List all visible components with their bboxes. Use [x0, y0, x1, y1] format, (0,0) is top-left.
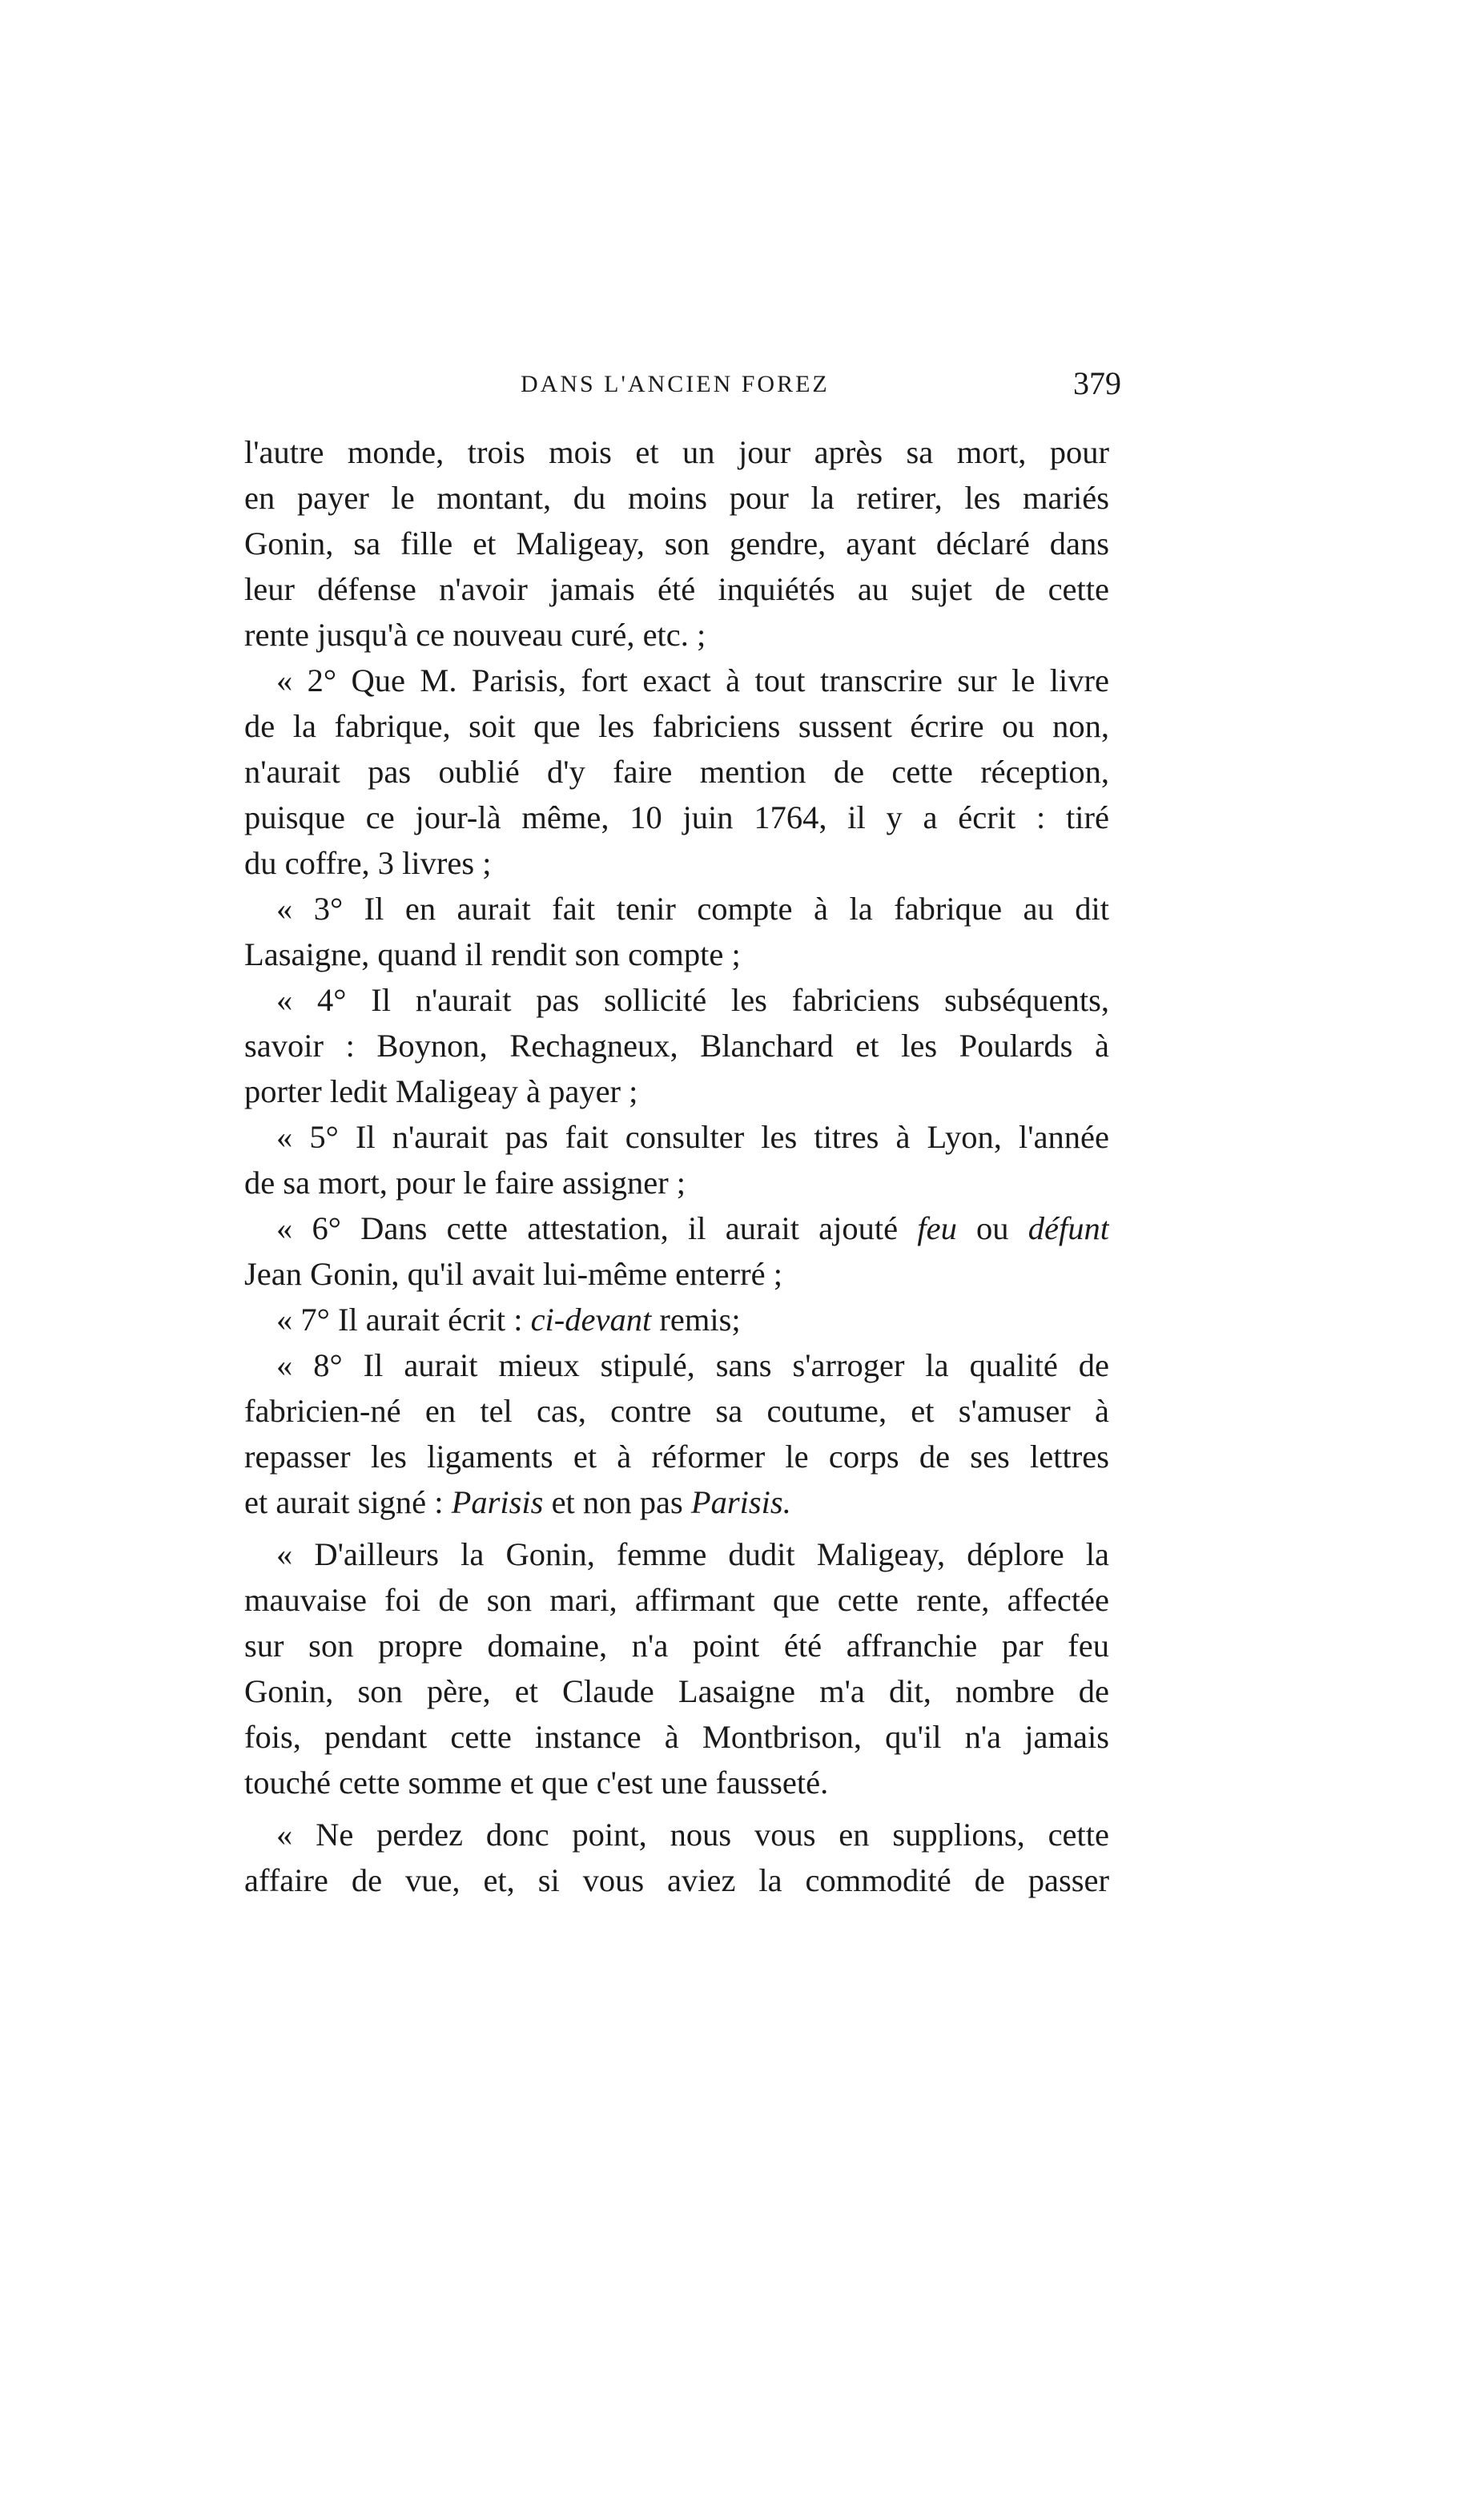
- text-line: [244, 521, 1109, 566]
- line-text: « 5° Il n'aurait pas fait consulter les titres à Lyon, l'année: [276, 1119, 1109, 1155]
- page-header: [240, 364, 1121, 412]
- italic-text: défunt: [1028, 1210, 1109, 1246]
- line-text: Gonin, son père, et Claude Lasaigne m'a dit, nombre de: [244, 1673, 1109, 1709]
- line-text: Jean Gonin, qu'il avait lui-même enterré ;: [244, 1256, 782, 1292]
- text-line: [244, 1623, 1109, 1668]
- line-text: fabricien-né en tel cas, contre sa coutume, et s'amuser à: [244, 1393, 1109, 1429]
- running-head: DANS L'ANCIEN FOREZ: [521, 371, 830, 397]
- text-line: [244, 840, 1109, 886]
- text-line: [244, 1160, 1109, 1205]
- text-line: [244, 1342, 1109, 1388]
- line-text: « 6° Dans cette attestation, il aurait ajouté: [276, 1210, 918, 1246]
- text-line: [244, 475, 1109, 521]
- line-text: « D'ailleurs la Gonin, femme dudit Maligeay, déplore la: [276, 1536, 1109, 1572]
- line-text: « 3° Il en aurait fait tenir compte à la fabrique au dit: [276, 891, 1109, 927]
- text-line: [244, 1388, 1109, 1434]
- line-text: et non pas: [543, 1484, 691, 1520]
- line-text: porter ledit Maligeay à payer ;: [244, 1073, 638, 1109]
- text-line: [244, 1023, 1109, 1068]
- text-line: [244, 1434, 1109, 1479]
- line-text: remis;: [651, 1302, 741, 1338]
- text-line: [244, 932, 1109, 977]
- text-line: [244, 1068, 1109, 1114]
- line-text: du coffre, 3 livres ;: [244, 845, 492, 881]
- text-line: [244, 1114, 1109, 1160]
- text-line: [244, 886, 1109, 932]
- line-text: mauvaise foi de son mari, affirmant que cette rente, affectée: [244, 1582, 1109, 1618]
- text-line: [244, 795, 1109, 840]
- text-line: [244, 429, 1109, 475]
- line-text: n'aurait pas oublié d'y faire mention de cette réception,: [244, 754, 1109, 790]
- line-text: affaire de vue, et, si vous aviez la commodité de passer: [244, 1862, 1109, 1898]
- line-text: et aurait signé :: [244, 1484, 452, 1520]
- line-text: repasser les ligaments et à réformer le corps de ses lettres: [244, 1439, 1109, 1475]
- line-text: sur son propre domaine, n'a point été affranchie par feu: [244, 1628, 1109, 1664]
- line-text: touché cette somme et que c'est une fausseté.: [244, 1765, 829, 1801]
- text-line: [244, 1714, 1109, 1760]
- line-text: leur défense n'avoir jamais été inquiétés au sujet de cette: [244, 571, 1109, 607]
- italic-text: Parisis.: [690, 1484, 791, 1520]
- text-line: [244, 1577, 1109, 1623]
- line-text: « 4° Il n'aurait pas sollicité les fabriciens subséquents,: [276, 982, 1109, 1018]
- text-line: [244, 1205, 1109, 1251]
- text-line: [244, 566, 1109, 612]
- text-line: [244, 1812, 1109, 1857]
- text-line: [244, 749, 1109, 795]
- italic-text: feu: [917, 1210, 957, 1246]
- line-text: puisque ce jour-là même, 10 juin 1764, il y a écrit : tiré: [244, 799, 1109, 835]
- text-line: [244, 1297, 1109, 1342]
- text-line: [244, 977, 1109, 1023]
- text-line: [244, 1668, 1109, 1714]
- text-line: [244, 1251, 1109, 1297]
- text-line: [244, 703, 1109, 749]
- line-text: fois, pendant cette instance à Montbrison, qu'il n'a jamais: [244, 1719, 1109, 1755]
- italic-text: ci-devant: [530, 1302, 652, 1338]
- line-text: « 8° Il aurait mieux stipulé, sans s'arroger la qualité de: [276, 1347, 1109, 1383]
- line-text: ou: [956, 1210, 1028, 1246]
- line-text: « Ne perdez donc point, nous vous en supplions, cette: [276, 1817, 1109, 1853]
- text-line: [244, 1479, 1109, 1525]
- line-text: savoir : Boynon, Rechagneux, Blanchard et les Poulards à: [244, 1028, 1109, 1064]
- page-number: 379: [1073, 365, 1121, 401]
- text-line: [244, 658, 1109, 703]
- line-text: « 7° Il aurait écrit :: [276, 1302, 531, 1338]
- text-line: [244, 1760, 1109, 1805]
- line-text: de la fabrique, soit que les fabriciens sussent écrire ou non,: [244, 708, 1109, 744]
- line-text: Gonin, sa fille et Maligeay, son gendre, ayant déclaré dans: [244, 525, 1109, 561]
- line-text: en payer le montant, du moins pour la retirer, les mariés: [244, 480, 1109, 516]
- text-line: [244, 612, 1109, 658]
- text-line: [244, 1857, 1109, 1903]
- line-text: « 2° Que M. Parisis, fort exact à tout transcrire sur le livre: [276, 662, 1109, 698]
- line-text: l'autre monde, trois mois et un jour après sa mort, pour: [244, 434, 1109, 470]
- line-text: de sa mort, pour le faire assigner ;: [244, 1165, 686, 1201]
- body-text: [244, 429, 1109, 1903]
- text-line: [244, 1531, 1109, 1577]
- line-text: rente jusqu'à ce nouveau curé, etc. ;: [244, 617, 706, 653]
- line-text: Lasaigne, quand il rendit son compte ;: [244, 936, 741, 972]
- italic-text: Parisis: [451, 1484, 544, 1520]
